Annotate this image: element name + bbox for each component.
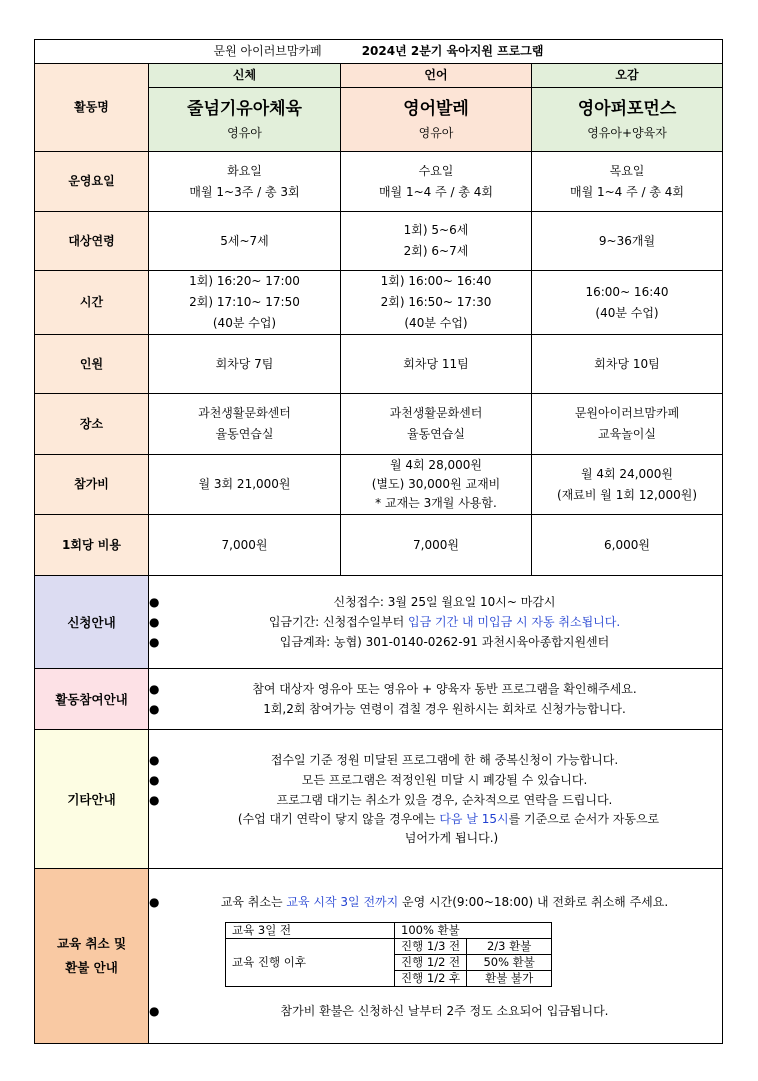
- category-2: 오감: [532, 64, 723, 88]
- category-0: 신체: [149, 64, 341, 88]
- list-item: ● 프로그램 대기는 취소가 있을 경우, 순차적으로 연락을 드립니다.: [149, 790, 722, 810]
- list-item: ● 모든 프로그램은 적정인원 미달 시 폐강될 수 있습니다.: [149, 770, 722, 790]
- day-row: [35, 152, 723, 212]
- time-text: 1회) 16:20~ 17:00: [189, 274, 300, 288]
- day-text: 목요일: [609, 163, 645, 178]
- age-text: 9~36개월: [598, 233, 656, 248]
- apply-notes: [149, 576, 723, 669]
- refund-after-label: 교육 진행 이후: [226, 938, 395, 986]
- cafe-name: 문원 아이러브맘카페: [213, 44, 322, 58]
- people-cell: 회차당 11팀: [341, 335, 532, 394]
- refund-value: 2/3 환불: [467, 938, 552, 954]
- time-cell: [341, 271, 532, 335]
- place-cell: [149, 394, 341, 455]
- schedule-text: 매월 1~4 주 / 총 4회: [378, 184, 494, 199]
- program-target: 영유아: [227, 125, 262, 140]
- other-notes: [149, 730, 723, 869]
- table-row: [226, 922, 552, 938]
- category-1: 언어: [341, 64, 532, 88]
- fee-text: (별도) 30,000원 교재비: [371, 477, 501, 491]
- day-cell: [149, 152, 341, 212]
- fee-cell: [341, 455, 532, 515]
- list-item: ● 접수일 기준 정원 미달된 프로그램에 한 해 중복신청이 가능합니다.: [149, 750, 722, 770]
- time-text: 2회) 17:10~ 17:50: [189, 295, 300, 309]
- program-target: 영유아: [418, 125, 454, 140]
- header-participation: 활동참여안내: [35, 669, 149, 730]
- list-item: ● 신청접수: 3월 25일 월요일 10시~ 마감시: [149, 592, 722, 612]
- time-cell: [149, 271, 341, 335]
- header-time: 시간: [35, 271, 149, 335]
- bullet-icon: ●: [149, 595, 160, 609]
- fee-cell: [149, 455, 341, 515]
- program-name: 영아퍼포먼스: [577, 98, 677, 119]
- refund-before-value: 100% 환불: [395, 922, 552, 938]
- fee-text: 월 4회 28,000원: [389, 458, 483, 472]
- age-cell: [149, 212, 341, 271]
- refund-value: 환불 불가: [467, 970, 552, 986]
- list-item: ● 교육 취소는 교육 시작 3일 전까지 운영 시간(9:00~18:00) 내 전화로 취소해 주세요.: [149, 892, 722, 912]
- program-name: 영어발레: [403, 98, 469, 119]
- program-sheet: [34, 39, 722, 1044]
- refund-stage: 진행 1/2 전: [395, 954, 467, 970]
- place-cell: [532, 394, 723, 455]
- day-cell: [341, 152, 532, 212]
- time-row: [35, 271, 723, 335]
- bullet-icon: ●: [149, 894, 160, 909]
- header-other: 기타안내: [35, 730, 149, 869]
- fee-cell: [532, 455, 723, 515]
- per-session-row: [35, 515, 723, 576]
- schedule-text: 매월 1~4 주 / 총 4회: [569, 184, 685, 199]
- fee-text: 월 3회 21,000원: [198, 477, 291, 491]
- place-row: [35, 394, 723, 455]
- time-text: 2회) 16:50~ 17:30: [380, 295, 492, 309]
- per-session-cell: 7,000원: [341, 515, 532, 576]
- place-text: 과천생활문화센터: [198, 406, 291, 420]
- refund-notes: [149, 869, 723, 1044]
- place-text: 과천생활문화센터: [389, 406, 483, 420]
- place-text: 문원아이러브맘카페: [574, 406, 680, 420]
- other-row: [35, 730, 723, 869]
- age-text: 5세~7세: [220, 233, 269, 248]
- refund-table: [225, 922, 552, 987]
- place-text: 율동연습실: [215, 427, 274, 441]
- program-table: [34, 39, 723, 1044]
- header-apply: 신청안내: [35, 576, 149, 669]
- age-text: 1회) 5~6세: [403, 223, 469, 237]
- age-cell: [532, 212, 723, 271]
- fee-text: (재료비 월 1회 12,000원): [557, 487, 697, 502]
- header-place: 장소: [35, 394, 149, 455]
- bullet-icon: ●: [149, 682, 160, 696]
- people-cell: 회차당 10팀: [532, 335, 723, 394]
- time-text: 1회) 16:00~ 16:40: [380, 274, 492, 288]
- bullet-icon: ●: [149, 773, 160, 787]
- age-row: [35, 212, 723, 271]
- refund-stage: 진행 1/3 전: [395, 938, 467, 954]
- day-cell: [532, 152, 723, 212]
- fee-row: [35, 455, 723, 515]
- bullet-icon: ●: [149, 753, 160, 767]
- participation-row: [35, 669, 723, 730]
- list-item: ● 참여 대상자 영유아 또는 영유아 + 양육자 동반 프로그램을 확인해주세요.: [149, 679, 722, 699]
- program-name: 줄넘기유아체육: [187, 98, 302, 119]
- program-cell-0: [149, 88, 341, 152]
- bullet-icon: ●: [149, 1003, 160, 1018]
- header-fee: 참가비: [35, 455, 149, 515]
- bullet-icon: ●: [149, 615, 160, 629]
- place-text: 교육놀이실: [598, 427, 656, 441]
- bullet-icon: ●: [149, 635, 160, 649]
- refund-stage: 진행 1/2 후: [395, 970, 467, 986]
- schedule-text: 매월 1~3주 / 총 3회: [189, 184, 300, 199]
- page-title: [35, 40, 723, 64]
- day-text: 수요일: [418, 163, 454, 178]
- header-activity: 활동명: [35, 64, 149, 152]
- people-row: [35, 335, 723, 394]
- refund-value: 50% 환불: [467, 954, 552, 970]
- refund-before-label: 교육 3일 전: [226, 922, 395, 938]
- age-text: 2회) 6~7세: [403, 244, 469, 258]
- time-text: 16:00~ 16:40: [585, 284, 669, 299]
- refund-row: [35, 869, 723, 1044]
- place-text: 율동연습실: [407, 427, 465, 441]
- list-item: ● 1회,2회 참여가능 연령이 겹칠 경우 원하시는 회차로 신청가능합니다.: [149, 699, 722, 719]
- list-item: ● 입금계좌: 농협) 301-0140-0262-91 과천시육아종합지원센터: [149, 632, 722, 652]
- time-text: (40분 수업): [404, 316, 468, 330]
- day-text: 화요일: [227, 163, 262, 178]
- apply-row: [35, 576, 723, 669]
- header-refund: 교육 취소 및 환불 안내: [35, 869, 149, 1044]
- fee-text: 월 4회 24,000원: [580, 466, 674, 481]
- title-row: [35, 40, 723, 64]
- category-row: [35, 64, 723, 88]
- time-text: (40분 수업): [212, 316, 277, 330]
- header-day: 운영요일: [35, 152, 149, 212]
- time-cell: [532, 271, 723, 335]
- program-title: 2024년 2분기 육아지원 프로그램: [361, 44, 544, 58]
- list-item: ● 입금기간: 신청접수일부터 입금 기간 내 미입금 시 자동 취소됩니다.: [149, 612, 722, 632]
- header-age: 대상연령: [35, 212, 149, 271]
- list-item: ● 참가비 환불은 신청하신 날부터 2주 정도 소요되어 입금됩니다.: [149, 1001, 722, 1021]
- per-session-cell: 7,000원: [149, 515, 341, 576]
- per-session-cell: 6,000원: [532, 515, 723, 576]
- waitlist-note: (수업 대기 연락이 닿지 않을 경우에는 다음 날 15시를 기준으로 순서가 자동으로 넘어가게 됩니다.): [237, 812, 660, 845]
- table-row: [226, 938, 552, 954]
- fee-text: * 교재는 3개월 사용함.: [375, 496, 497, 510]
- age-cell: [341, 212, 532, 271]
- header-per-session: 1회당 비용: [35, 515, 149, 576]
- bullet-icon: ●: [149, 702, 160, 716]
- place-cell: [341, 394, 532, 455]
- bullet-icon: ●: [149, 793, 160, 807]
- header-people: 인원: [35, 335, 149, 394]
- participation-notes: [149, 669, 723, 730]
- program-cell-2: [532, 88, 723, 152]
- program-cell-1: [341, 88, 532, 152]
- time-text: (40분 수업): [595, 305, 659, 320]
- people-cell: 회차당 7팀: [149, 335, 341, 394]
- program-target: 영유아+양육자: [587, 125, 667, 140]
